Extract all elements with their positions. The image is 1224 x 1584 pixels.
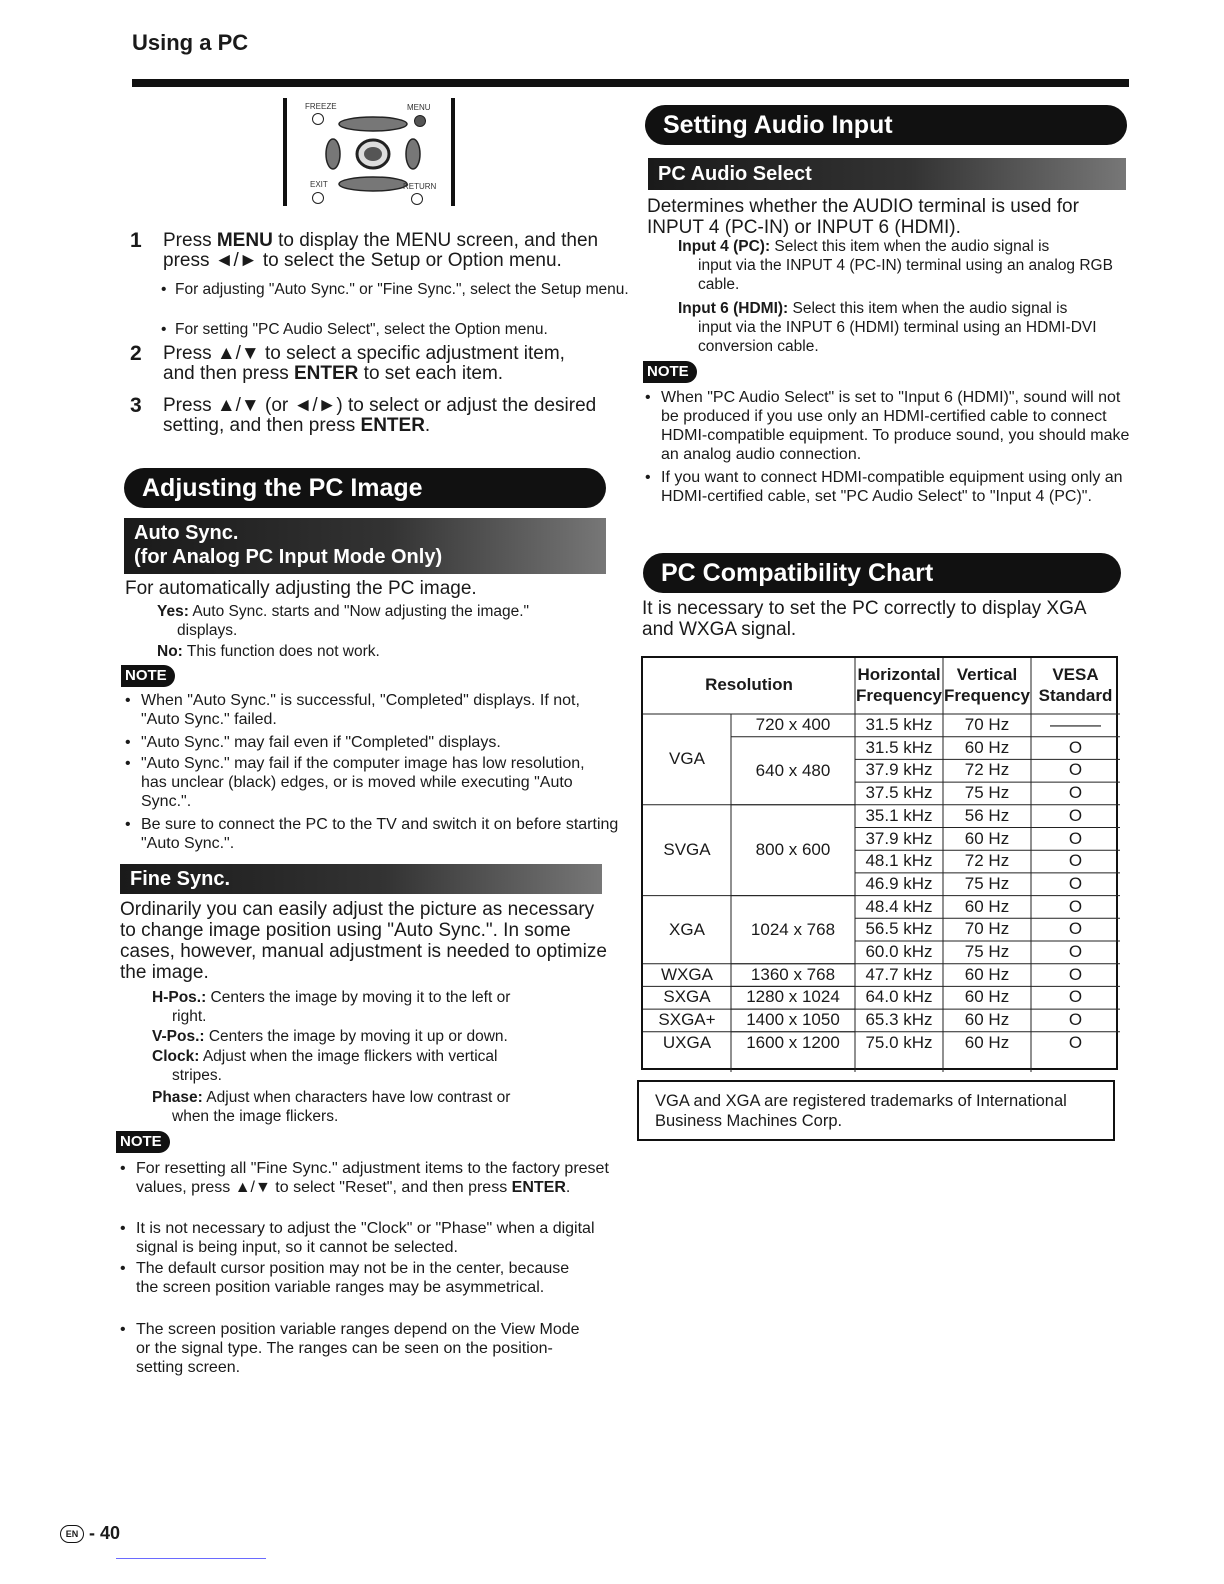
fine-sync-vpos: V-Pos.: Centers the image by moving it up or down.	[152, 1028, 508, 1045]
vesa-cell: O	[1068, 805, 1083, 825]
exit-button-icon	[312, 192, 324, 204]
audio-input4: Input 4 (PC): Select this item when the audio signal is input via the INPUT 4 (PC-IN) terminal using an analog RGB cable.	[678, 238, 1113, 293]
remote-edge-right	[451, 98, 455, 206]
vertical-frequency-cell: 60 Hz	[964, 896, 1010, 916]
fine-sync-clock: Clock: Adjust when the image flickers with vertical stripes.	[152, 1048, 498, 1084]
step-3: 3 Press ▲/▼ (or ◄/►) to select or adjust the desired setting, and then press ENTER.	[130, 394, 597, 436]
vesa-cell: O	[1068, 1010, 1083, 1030]
horizontal-frequency-cell: 31.5 kHz	[865, 715, 933, 734]
horizontal-frequency-cell: 64.0 kHz	[865, 987, 933, 1007]
horizontal-frequency-cell: 56.5 kHz	[865, 919, 933, 939]
subheading-auto-sync: Auto Sync. (for Analog PC Input Mode Only)	[124, 518, 606, 574]
resolution-cell: 1024 x 768	[750, 919, 836, 939]
resolution-cell: 800 x 600	[755, 839, 831, 859]
group-cell: WXGA	[661, 964, 713, 984]
vesa-cell: O	[1068, 851, 1083, 871]
horizontal-frequency-cell: 47.7 kHz	[865, 964, 933, 984]
return-label: RETURN	[403, 182, 437, 191]
note-tag: NOTE	[643, 361, 697, 383]
subheading-pc-audio-select: PC Audio Select	[648, 158, 1126, 190]
exit-label: EXIT	[310, 180, 328, 189]
vertical-frequency-cell: 70 Hz	[964, 715, 1010, 734]
group-cell: SXGA+	[658, 1010, 716, 1030]
vesa-cell: O	[1068, 828, 1083, 848]
vesa-cell: ———	[1050, 715, 1101, 734]
audio-note: • When "PC Audio Select" is set to "Input 6 (HDMI)", sound will not be produced if you use only an HDMI-certified cable to connect HDMI-compatible equipment. To produce sound, you should make an analog audio connection.	[641, 388, 1141, 464]
horizontal-frequency-cell: 37.9 kHz	[865, 828, 933, 848]
auto-sync-yes: Yes: Auto Sync. starts and "Now adjusting the image." displays.	[157, 603, 530, 639]
step-2: 2 Press ▲/▼ to select a specific adjustment item, and then press ENTER to set each item.	[130, 342, 565, 384]
horizontal-frequency-cell: 48.4 kHz	[865, 896, 933, 916]
fine-sync-note: • For resetting all "Fine Sync." adjustment items to the factory preset values, press ▲/▼ to select "Reset", and then press ENTER.	[116, 1159, 621, 1197]
vertical-frequency-cell: 70 Hz	[964, 919, 1010, 939]
fine-sync-phase: Phase: Adjust when characters have low contrast or when the image flickers.	[152, 1089, 511, 1125]
vesa-cell: O	[1068, 942, 1083, 961]
fine-sync-note: • The screen position variable ranges depend on the View Mode or the signal type. The ranges can be seen on the position-setting screen.	[116, 1320, 596, 1377]
vertical-frequency-cell: 60 Hz	[964, 828, 1010, 848]
horizontal-frequency-cell: 35.1 kHz	[865, 805, 933, 825]
vertical-frequency-cell: 75 Hz	[964, 783, 1010, 803]
vertical-frequency-cell: 60 Hz	[964, 987, 1010, 1007]
header-vertical: Vertical Frequency	[944, 665, 1030, 705]
vertical-frequency-cell: 75 Hz	[964, 942, 1010, 961]
section-title-adjusting: Adjusting the PC Image	[124, 468, 606, 508]
horizontal-frequency-cell: 31.5 kHz	[865, 737, 933, 757]
header-resolution: Resolution	[705, 675, 793, 694]
resolution-cell: 640 x 480	[755, 760, 831, 780]
vertical-frequency-cell: 60 Hz	[964, 1032, 1010, 1052]
vertical-frequency-cell: 72 Hz	[964, 760, 1010, 780]
resolution-cell: 1400 x 1050	[746, 1010, 840, 1030]
return-button-icon	[411, 193, 423, 205]
resolution-cell: 1280 x 1024	[746, 987, 840, 1007]
audio-note: • If you want to connect HDMI-compatible equipment using only an HDMI-certified cable, set "PC Audio Select" to "Input 4 (PC)".	[641, 468, 1131, 506]
group-cell: XGA	[669, 919, 705, 939]
vesa-cell: O	[1068, 737, 1083, 757]
vertical-frequency-cell: 60 Hz	[964, 1010, 1010, 1030]
vesa-cell: O	[1068, 760, 1083, 780]
vesa-cell: O	[1068, 896, 1083, 916]
group-cell: VGA	[669, 749, 705, 768]
page-number: EN - 40	[60, 1523, 120, 1544]
header-horizontal: Horizontal Frequency	[856, 665, 942, 705]
horizontal-frequency-cell: 75.0 kHz	[865, 1032, 933, 1052]
auto-sync-no: No: This function does not work.	[157, 643, 380, 660]
auto-sync-note: • "Auto Sync." may fail even if "Completed" displays.	[121, 733, 621, 752]
step-1: 1 Press MENU to display the MENU screen, and then press ◄/► to select the Setup or Option menu.	[130, 229, 599, 271]
audio-input6: Input 6 (HDMI): Select this item when the audio signal is input via the INPUT 6 (HDMI) terminal using an HDMI-DVI conversion cable.	[678, 300, 1097, 355]
fine-sync-intro: Ordinarily you can easily adjust the picture as necessary to change image position using "Auto Sync.". In some cases, however, manual adjustment is needed to optimize the image.	[120, 899, 607, 983]
resolution-cell: 1600 x 1200	[746, 1032, 840, 1052]
resolution-cell: 720 x 400	[755, 715, 831, 734]
fine-sync-note: • The default cursor position may not be in the center, because the screen position variable ranges may be asymmetrical.	[116, 1259, 576, 1297]
note-tag: NOTE	[121, 665, 175, 687]
vesa-cell: O	[1068, 783, 1083, 803]
compatibility-table	[641, 656, 1118, 1070]
vertical-frequency-cell: 60 Hz	[964, 964, 1010, 984]
vesa-cell: O	[1068, 964, 1083, 984]
resolution-cell: 1360 x 768	[750, 964, 836, 984]
remote-edge-left	[283, 98, 287, 206]
horizontal-frequency-cell: 37.5 kHz	[865, 783, 933, 803]
section-title-audio: Setting Audio Input	[645, 105, 1127, 145]
section-title-compat: PC Compatibility Chart	[643, 553, 1121, 593]
vesa-cell: O	[1068, 1032, 1083, 1052]
auto-sync-note: • When "Auto Sync." is successful, "Completed" displays. If not, "Auto Sync." failed.	[121, 691, 621, 729]
group-cell: SVGA	[663, 839, 711, 859]
trademark-note: VGA and XGA are registered trademarks of International Business Machines Corp.	[637, 1080, 1115, 1141]
vertical-frequency-cell: 60 Hz	[964, 737, 1010, 757]
vesa-cell: O	[1068, 873, 1083, 893]
vesa-cell: O	[1068, 987, 1083, 1007]
group-cell: UXGA	[662, 1032, 712, 1052]
horizontal-frequency-cell: 37.9 kHz	[865, 760, 933, 780]
compat-intro: It is necessary to set the PC correctly to display XGA and WXGA signal.	[642, 598, 1086, 640]
menu-label: MENU	[407, 103, 431, 112]
step-1-bullet: • For setting "PC Audio Select", select the Option menu.	[157, 321, 630, 339]
fine-sync-hpos: H-Pos.: Centers the image by moving it to the left or right.	[152, 989, 511, 1025]
horizontal-frequency-cell: 60.0 kHz	[865, 942, 933, 961]
freeze-label: FREEZE	[305, 102, 337, 111]
subheading-fine-sync: Fine Sync.	[120, 864, 602, 894]
vertical-frequency-cell: 72 Hz	[964, 851, 1010, 871]
auto-sync-note: • "Auto Sync." may fail if the computer image has low resolution, has unclear (black) edges, or is moved while executing "Auto Sync.".	[121, 754, 611, 811]
vesa-cell: O	[1068, 919, 1083, 939]
vertical-frequency-cell: 56 Hz	[964, 805, 1010, 825]
auto-sync-intro: For automatically adjusting the PC image.	[125, 578, 477, 599]
header-vesa: VESA Standard	[1038, 665, 1113, 705]
audio-intro: Determines whether the AUDIO terminal is used for INPUT 4 (PC-IN) or INPUT 6 (HDMI).	[647, 196, 1079, 238]
vertical-frequency-cell: 75 Hz	[964, 873, 1010, 893]
remote-illustration	[283, 98, 458, 208]
note-tag: NOTE	[116, 1131, 170, 1153]
header-rule	[132, 79, 1129, 87]
fine-sync-note: • It is not necessary to adjust the "Clock" or "Phase" when a digital signal is being input, so it cannot be selected.	[116, 1219, 616, 1257]
language-icon: EN	[60, 1525, 84, 1543]
horizontal-frequency-cell: 48.1 kHz	[865, 851, 933, 871]
auto-sync-note: • Be sure to connect the PC to the TV and switch it on before starting "Auto Sync.".	[121, 815, 626, 853]
page-title: Using a PC	[132, 30, 249, 55]
group-cell: SXGA	[663, 987, 711, 1007]
footer-line	[116, 1558, 266, 1559]
horizontal-frequency-cell: 46.9 kHz	[865, 873, 933, 893]
step-1-bullet: • For adjusting "Auto Sync." or "Fine Sync.", select the Setup menu.	[157, 281, 630, 299]
horizontal-frequency-cell: 65.3 kHz	[865, 1010, 933, 1030]
